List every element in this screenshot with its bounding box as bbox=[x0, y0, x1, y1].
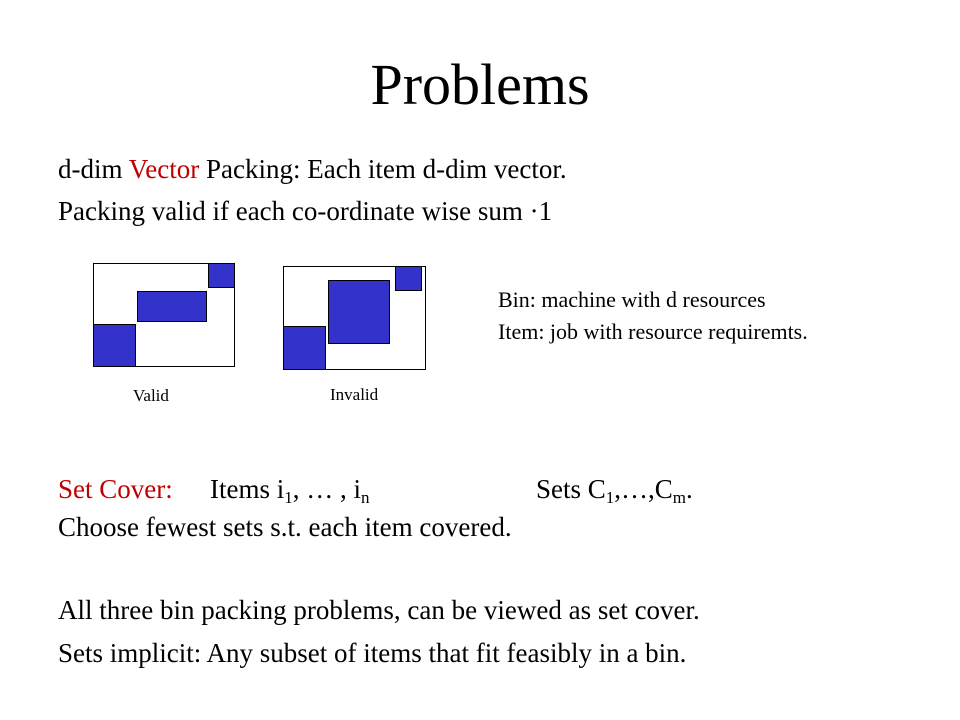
invalid-bin bbox=[283, 266, 426, 370]
items-sub-1: 1 bbox=[284, 488, 293, 507]
slide-title: Problems bbox=[370, 52, 590, 117]
sets-end: . bbox=[686, 474, 693, 504]
vector-packing-prefix: d-dim bbox=[58, 154, 129, 184]
sets-text: Sets C bbox=[536, 474, 606, 504]
set-cover-items bbox=[210, 472, 370, 506]
set-cover-sets bbox=[536, 472, 693, 506]
invalid-label: Invalid bbox=[330, 385, 379, 404]
set-cover-line1 bbox=[58, 472, 173, 506]
items-mid: , … , i bbox=[292, 474, 362, 504]
valid-label: Valid bbox=[133, 386, 169, 405]
items-sub-n: n bbox=[361, 488, 370, 507]
valid-item-large bbox=[93, 324, 136, 367]
sets-sub-m: m bbox=[672, 488, 687, 507]
items-text: Items i bbox=[210, 474, 285, 504]
conclusion-line1: All three bin packing problems, can be viewed as set cover. bbox=[58, 595, 700, 625]
sets-mid: ,…,C bbox=[614, 474, 673, 504]
valid-bin bbox=[93, 263, 235, 367]
invalid-item-small bbox=[395, 266, 422, 291]
vector-highlight: Vector bbox=[128, 154, 200, 184]
interpretation-item: Item: job with resource requiremts. bbox=[498, 319, 808, 344]
vector-packing-line1 bbox=[58, 152, 567, 186]
conclusion-line2: Sets implicit: Any subset of items that fit feasibly in a bin. bbox=[58, 638, 687, 668]
vector-packing-suffix: Packing: Each item d-dim vector. bbox=[199, 154, 567, 184]
vector-packing-line2: Packing valid if each co-ordinate wise sum ·1 bbox=[58, 196, 553, 226]
invalid-item-large bbox=[283, 326, 326, 370]
interpretation-bin: Bin: machine with d resources bbox=[498, 287, 766, 312]
sets-sub-1: 1 bbox=[605, 488, 615, 507]
set-cover-label: Set Cover: bbox=[58, 474, 173, 504]
valid-item-small bbox=[208, 263, 235, 288]
invalid-item-square bbox=[328, 280, 390, 344]
valid-item-wide bbox=[137, 291, 207, 322]
set-cover-line2: Choose fewest sets s.t. each item covered. bbox=[58, 512, 512, 542]
